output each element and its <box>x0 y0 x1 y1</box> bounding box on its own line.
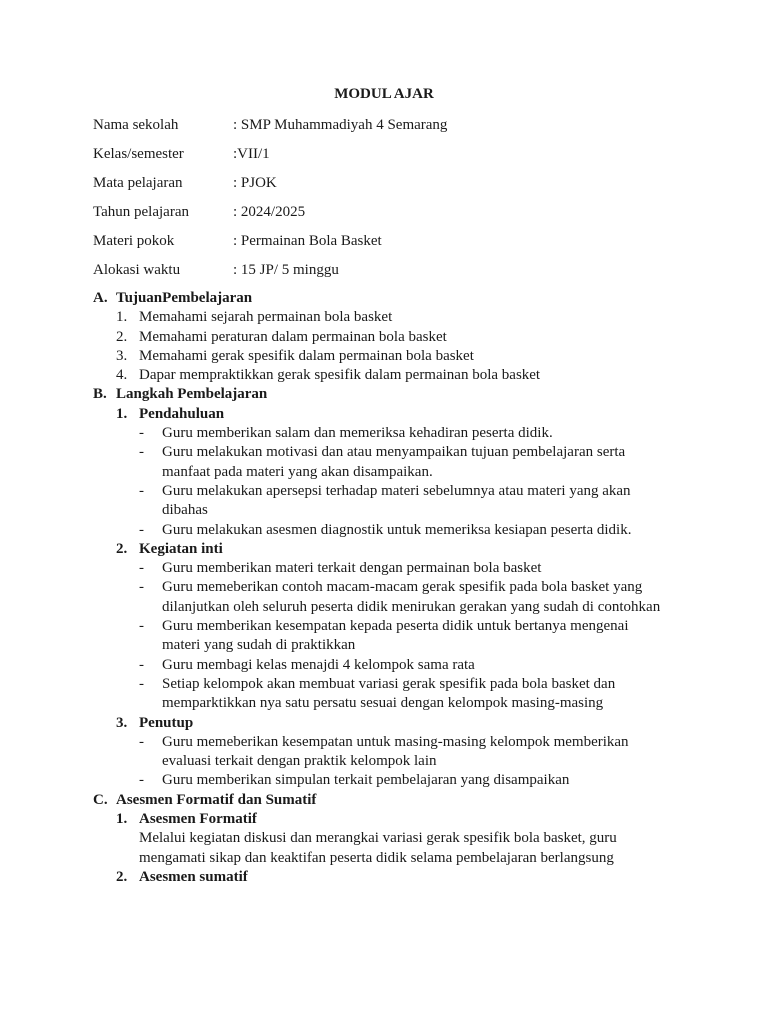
dash-bullet: - <box>139 733 144 750</box>
item-text: Setiap kelompok akan membuat variasi gerak spesifik pada bola basket dan memparktikkan nya satu persatu sesuai dengan kelompok masing-masing <box>162 675 616 712</box>
list-item <box>116 347 693 366</box>
list-item <box>139 424 693 443</box>
objectives-list <box>116 308 693 385</box>
subsection-heading <box>116 868 693 887</box>
item-text: Guru membagi kelas menajdi 4 kelompok sama rata <box>162 656 475 673</box>
meta-value: :VII/1 <box>233 146 270 162</box>
meta-label: Alokasi waktu <box>93 262 181 278</box>
item-text: Guru memeberikan kesempatan untuk masing-masing kelompok memberikan evaluasi terkait dengan praktik kelompok lain <box>162 733 629 770</box>
bullet-list <box>139 559 693 713</box>
meta-row-class <box>93 144 447 173</box>
identity-table <box>93 115 447 289</box>
dash-bullet: - <box>139 425 144 442</box>
item-text: Memahami sejarah permainan bola basket <box>139 309 393 326</box>
section-letter: C. <box>93 791 108 808</box>
subsection-number: 2. <box>116 540 128 557</box>
section-title: Asesmen Formatif dan Sumatif <box>116 791 317 808</box>
meta-value: : 2024/2025 <box>233 204 306 220</box>
subsection-heading <box>116 405 693 424</box>
item-text: Memahami gerak spesifik dalam permainan bola basket <box>139 347 474 364</box>
meta-row-year <box>93 202 447 231</box>
meta-label: Mata pelajaran <box>93 175 183 191</box>
item-text: Guru melakukan apersepsi terhadap materi sebelumnya atau materi yang akan dibahas <box>162 482 631 519</box>
dash-bullet: - <box>139 618 144 635</box>
item-text: Memahami peraturan dalam permainan bola basket <box>139 328 447 345</box>
list-item <box>116 328 693 347</box>
meta-row-school <box>93 115 447 144</box>
meta-value: : 15 JP/ 5 minggu <box>233 262 339 278</box>
section-letter: B. <box>93 386 107 403</box>
item-number: 4. <box>116 367 128 384</box>
dash-bullet: - <box>139 444 144 461</box>
item-number: 3. <box>116 347 128 364</box>
item-text: Guru melakukan motivasi dan atau menyampaikan tujuan pembelajaran serta manfaat pada materi yang akan disampaikan. <box>162 444 626 480</box>
meta-label: Kelas/semester <box>93 146 184 162</box>
subsection-title: Kegiatan inti <box>139 540 223 557</box>
dash-bullet: - <box>139 482 144 499</box>
formative-description: Melalui kegiatan diskusi dan merangkai variasi gerak spesifik bola basket, guru mengamati sikap dan keaktifan peserta didik selama pembelajaran berlangsung <box>139 830 617 866</box>
meta-label: Tahun pelajaran <box>93 204 189 220</box>
section-heading-a <box>93 289 693 308</box>
item-number: 2. <box>116 328 128 345</box>
dash-bullet: - <box>139 521 144 538</box>
subsection-number: 1. <box>116 405 128 422</box>
subsection-title: Asesmen Formatif <box>139 811 257 828</box>
dash-bullet: - <box>139 560 144 577</box>
item-text: Guru memberikan kesempatan kepada peserta didik untuk bertanya mengenai materi yang sudah di praktikkan <box>162 618 629 654</box>
subsection-title: Asesmen sumatif <box>139 868 248 885</box>
bullet-list <box>139 424 693 540</box>
item-text: Guru memberikan salam dan memeriksa kehadiran peserta didik. <box>162 425 553 442</box>
meta-row-topic <box>93 231 447 260</box>
list-item <box>139 482 693 521</box>
item-text: Guru memberikan materi terkait dengan permainan bola basket <box>162 560 542 577</box>
section-letter: A. <box>93 290 108 306</box>
list-item <box>116 308 693 327</box>
dash-bullet: - <box>139 675 144 692</box>
subsection-title: Pendahuluan <box>139 405 225 422</box>
document-body <box>93 289 693 887</box>
list-item <box>139 521 693 540</box>
meta-value: : SMP Muhammadiyah 4 Semarang <box>233 117 448 133</box>
list-item <box>139 656 693 675</box>
list-item <box>139 771 693 790</box>
item-text: Dapar mempraktikkan gerak spesifik dalam permainan bola basket <box>139 367 541 384</box>
subsection-number: 3. <box>116 714 128 731</box>
section-heading-b <box>93 385 693 404</box>
section-heading-c <box>93 791 693 810</box>
meta-value: : PJOK <box>233 175 277 191</box>
section-title: Langkah Pembelajaran <box>116 386 268 403</box>
dash-bullet: - <box>139 772 144 789</box>
subsection-heading <box>116 714 693 733</box>
item-text: Guru memeberikan contoh macam-macam gerak spesifik pada bola basket yang dilanjutkan oleh seluruh peserta didik menirukan gerakan yang sudah di contohkan <box>162 579 661 615</box>
dash-bullet: - <box>139 579 144 596</box>
meta-row-time <box>93 260 447 289</box>
list-item <box>139 675 693 714</box>
document-title: MODUL AJAR <box>334 86 434 102</box>
meta-label: Materi pokok <box>93 233 175 249</box>
bullet-list <box>139 733 693 791</box>
list-item <box>139 733 693 772</box>
meta-value: : Permainan Bola Basket <box>233 233 382 249</box>
meta-row-subject <box>93 173 447 202</box>
subsection-title: Penutup <box>139 714 194 731</box>
item-text: Guru melakukan asesmen diagnostik untuk memeriksa kesiapan peserta didik. <box>162 521 632 538</box>
subsection-number: 1. <box>116 811 128 828</box>
list-item <box>139 443 693 482</box>
meta-label: Nama sekolah <box>93 117 179 133</box>
list-item <box>139 559 693 578</box>
subsection-number: 2. <box>116 868 128 885</box>
item-text: Guru memberikan simpulan terkait pembelajaran yang disampaikan <box>162 772 570 789</box>
list-item <box>116 366 693 385</box>
subsection-heading <box>116 540 693 559</box>
section-title: TujuanPembelajaran <box>116 290 253 306</box>
list-item <box>139 617 693 656</box>
dash-bullet: - <box>139 656 144 673</box>
subsection-heading <box>116 810 693 829</box>
item-number: 1. <box>116 309 128 326</box>
list-item <box>139 578 693 617</box>
